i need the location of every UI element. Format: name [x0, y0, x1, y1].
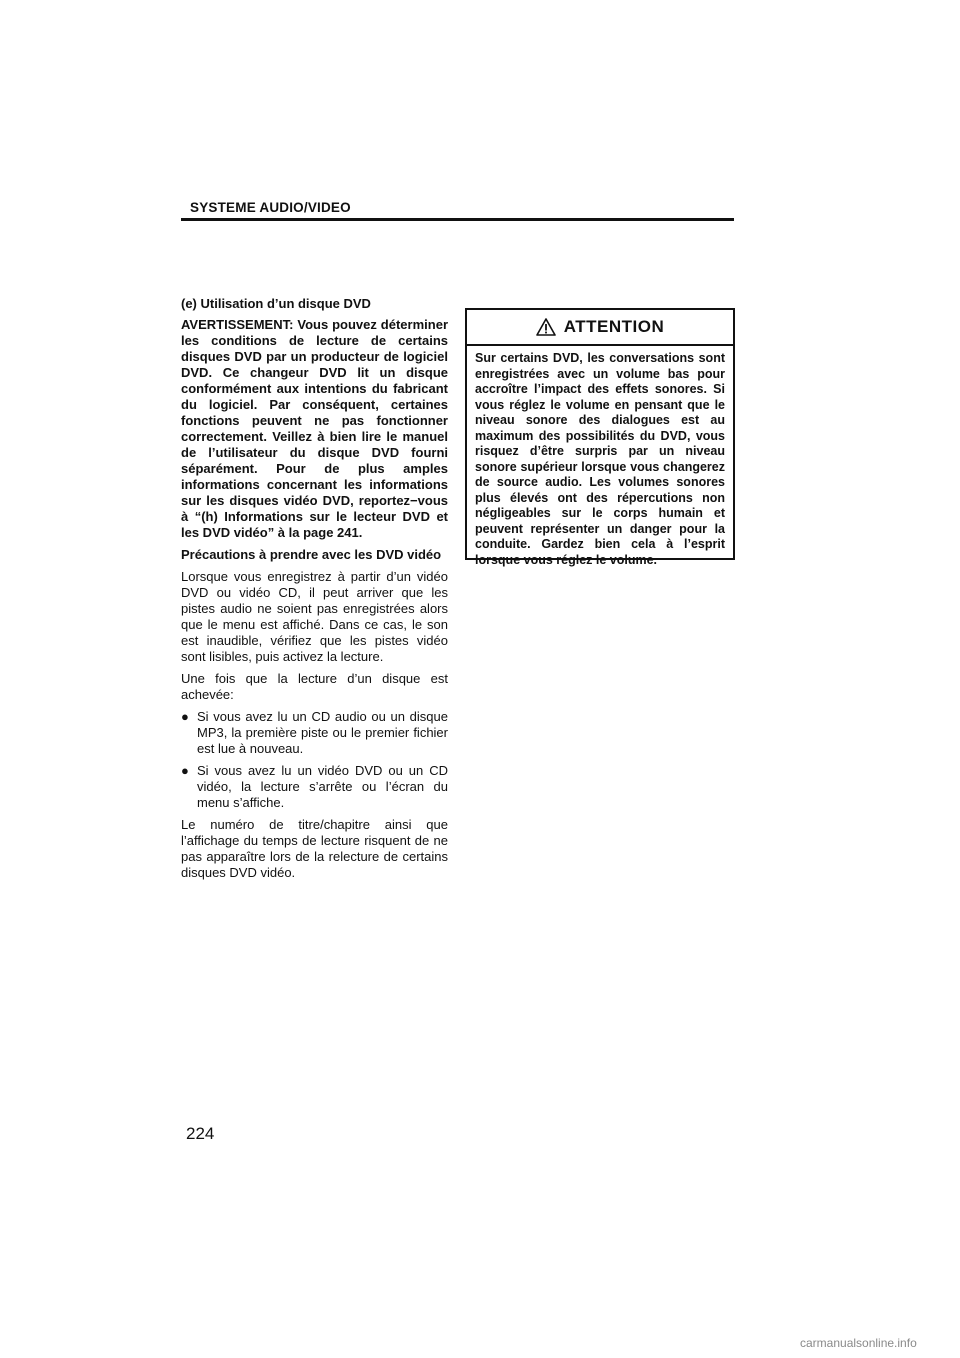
header-divider	[181, 218, 734, 221]
warning-triangle-icon	[536, 318, 556, 336]
section-heading: (e) Utilisation d’un disque DVD	[181, 296, 371, 311]
bullet-icon: ●	[181, 763, 189, 778]
precautions-paragraph: Lorsque vous enregistrez à partir d’un vidéo DVD ou vidéo CD, il peut arriver que les pistes audio ne soient pas enregistrées alors que le menu est affiché. Dans ce cas, le son est inaudible, vérifiez que les pistes vidéo sont lisibles, puis activez la lecture.	[181, 569, 448, 664]
attention-body: Sur certains DVD, les conversations sont enregistrées avec un volume bas pour accroître l’impact des effets sonores. Si vous réglez le volume en pensant que le niveau sonore des dialogues est au maximum des possibilités du DVD, vous risquez d’être surpris par un niveau sonore supérieur lorsque vous changerez de source audio. Les volumes sonores plus élevés ont des répercutions non négligeables sur le corps humain et peuvent représenter un danger pour la conduite. Gardez bien cela à l’esprit lorsque vous réglez le volume.	[475, 351, 725, 567]
left-column	[181, 296, 448, 887]
warning-paragraph: AVERTISSEMENT: Vous pouvez déterminer les conditions de lecture de certains disques DVD par un producteur de logiciel DVD. Ce changeur DVD lit un disque conformément aux intentions du fabricant du logiciel. Par conséquent, certaines fonctions peuvent ne pas fonctionner correctement. Veillez à bien lire le manuel de l’utilisateur du disque DVD fourni séparément. Pour de plus amples informations concernant les informations sur les disques vidéo DVD, reportez−vous à “(h) Informations sur le lecteur DVD et les DVD vidéo” à la page 241.	[181, 317, 448, 540]
list-intro: Une fois que la lecture d’un disque est achevée:	[181, 671, 448, 702]
list-item	[181, 763, 448, 811]
closing-paragraph: Le numéro de titre/chapitre ainsi que l’affichage du temps de lecture risquent de ne pas apparaître lors de la relecture de certains disques DVD vidéo.	[181, 817, 448, 880]
bullet-icon: ●	[181, 709, 189, 724]
page-header-title: SYSTEME AUDIO/VIDEO	[190, 200, 351, 215]
list-item-text: Si vous avez lu un vidéo DVD ou un CD vidéo, la lecture s’arrête ou l’écran du menu s’affiche.	[197, 763, 448, 810]
page-number: 224	[186, 1124, 215, 1143]
watermark: carmanualsonline.info	[800, 1336, 917, 1350]
attention-title: ATTENTION	[563, 317, 665, 336]
list-item	[181, 709, 448, 757]
list-item-text: Si vous avez lu un CD audio ou un disque MP3, la première piste ou le premier fichier est lue à nouveau.	[197, 709, 448, 756]
precautions-heading: Précautions à prendre avec les DVD vidéo	[181, 547, 442, 562]
attention-header	[467, 310, 733, 346]
attention-box	[465, 308, 735, 567]
